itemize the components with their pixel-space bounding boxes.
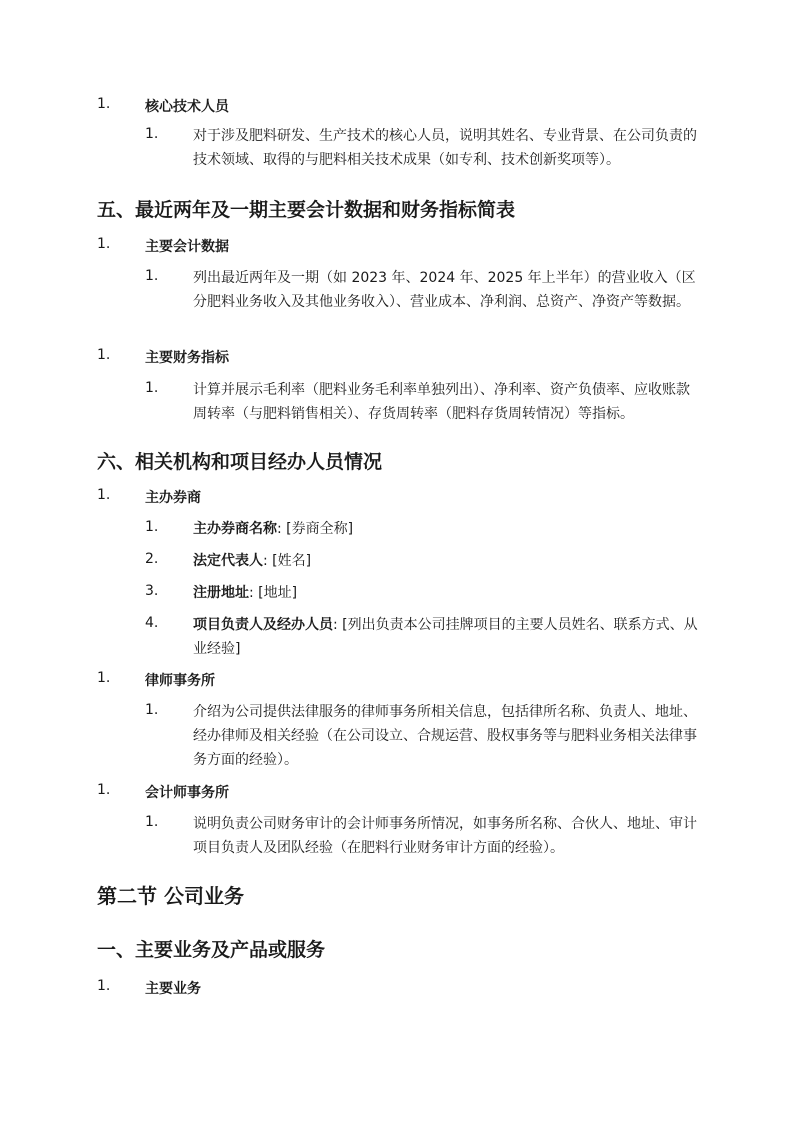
sub-list-text: 介绍为公司提供法律服务的律师事务所相关信息，包括律所名称、负责人、地址、经办律师及相关经验（在公司设立、合规运营、股权事务等与肥料业务相关法律事务方面的经验）。	[193, 704, 697, 768]
list-number: 1.	[97, 670, 111, 686]
list-label: 主要业务	[145, 981, 201, 997]
list-number: 1.	[97, 347, 111, 363]
field-value: : [地址]	[249, 585, 298, 601]
sub-list-number: 1.	[145, 519, 159, 535]
section-heading-six: 六、相关机构和项目经办人员情况	[97, 451, 383, 473]
list-number: 1.	[97, 782, 111, 798]
list-label: 主要财务指标	[145, 350, 229, 366]
sub-list-text: 对于涉及肥料研发、生产技术的核心人员，说明其姓名、专业背景、在公司负责的技术领域、取得的与肥料相关技术成果（如专利、技术创新奖项等）。	[193, 128, 697, 168]
sub-list-text: 计算并展示毛利率（肥料业务毛利率单独列出）、净利率、资产负债率、应收账款周转率（与肥料销售相关）、存货周转率（肥料存货周转情况）等指标。	[193, 382, 690, 422]
list-label: 主要会计数据	[145, 239, 229, 255]
sub-list-number: 1.	[145, 268, 159, 284]
field-value: : [列出负责本公司挂牌项目的主要人员姓名、联系方式、从业经验]	[193, 617, 698, 657]
sub-list-text: 说明负责公司财务审计的会计师事务所情况，如事务所名称、合伙人、地址、审计项目负责人及团队经验（在肥料行业财务审计方面的经验）。	[193, 816, 697, 856]
field-value: : [姓名]	[263, 553, 312, 569]
list-number: 1.	[97, 978, 111, 994]
section-heading-main-business: 一、主要业务及产品或服务	[97, 939, 326, 961]
sub-list-number: 4.	[145, 615, 159, 631]
field-key: 法定代表人	[193, 553, 263, 569]
list-label: 会计师事务所	[145, 785, 229, 801]
sub-list-number: 3.	[145, 583, 159, 599]
sub-list-text: 列出最近两年及一期（如 2023 年、2024 年、2025 年上半年）的营业收入（区分肥料业务收入及其他业务收入）、营业成本、净利润、总资产、净资产等数据。	[193, 270, 696, 310]
list-label: 核心技术人员	[145, 99, 229, 115]
sub-list-number: 1.	[145, 702, 159, 718]
sub-list-number: 1.	[145, 380, 159, 396]
field-key: 项目负责人及经办人员	[193, 617, 333, 633]
chapter-heading: 第二节 公司业务	[97, 884, 244, 908]
section-heading-five: 五、最近两年及一期主要会计数据和财务指标简表	[97, 199, 516, 221]
list-number: 1.	[97, 487, 111, 503]
list-label: 主办券商	[145, 490, 201, 506]
sub-list-number: 1.	[145, 126, 159, 142]
field-key: 主办券商名称	[193, 521, 277, 537]
list-label: 律师事务所	[145, 673, 215, 689]
list-number: 1.	[97, 236, 111, 252]
field-key: 注册地址	[193, 585, 249, 601]
sub-list-number: 1.	[145, 814, 159, 830]
sub-list-number: 2.	[145, 551, 159, 567]
field-value: : [券商全称]	[277, 521, 354, 537]
list-number: 1.	[97, 96, 111, 112]
